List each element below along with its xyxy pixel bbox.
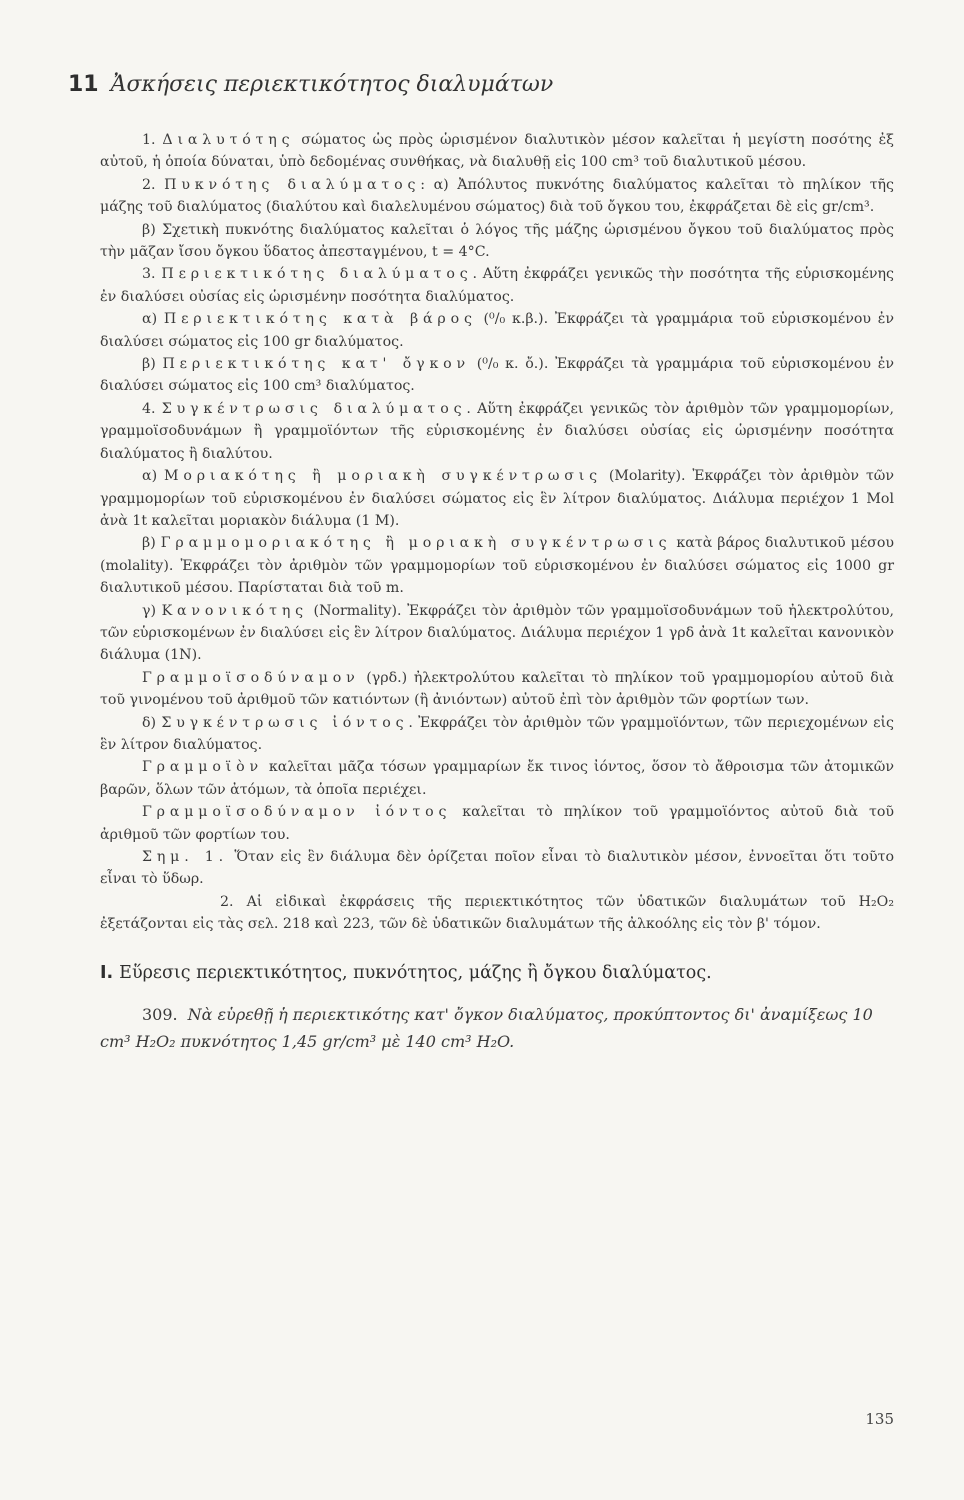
paragraph-text: : α) Ἀπόλυτος πυκνότης διαλύματος καλεῖται τὸ πηλίκον τῆς μάζης τοῦ διαλύματος (διαλύτου καὶ διαλελυμένου σώματος) διὰ τοῦ ὄγκου του, ἐκφράζεται δὲ εἰς gr/cm³. bbox=[100, 176, 894, 216]
definitions-body bbox=[100, 129, 894, 936]
paragraph-text: (Normality). Ἐκφράζει τὸν ἀριθμὸν τῶν γραμμοϊσοδυνάμων τοῦ ἠλεκτρολύτου, τῶν εὑρισκομένων ἐν διαλύσει εἰς ἓν λίτρον διαλύματος. Διάλυμα περιέχον 1 γρδ ἀνὰ 1t καλεῖται κανονικὸν διάλυμα (1N). bbox=[100, 602, 894, 664]
note-paragraph bbox=[100, 846, 894, 891]
exercise bbox=[100, 1001, 894, 1055]
exercise-text: Νὰ εὑρεθῇ ἡ περιεκτικότης κατ' ὄγκον διαλύματος, προκύπτοντος δι' ἀναμίξεως 10 cm³ H₂O₂ πυκνότητος 1,45 gr/cm³ μὲ 140 cm³ H₂O. bbox=[100, 1004, 873, 1051]
spaced-term: Πυκνότης διαλύματος bbox=[164, 176, 421, 193]
spaced-term: Μοριακότης ἢ μοριακὴ συγκέντρωσις bbox=[164, 468, 602, 485]
spaced-term: Γραμμοϊσοδύναμον bbox=[142, 669, 360, 686]
paragraph-text: Ὅταν εἰς ἓν διάλυμα δὲν ὁρίζεται ποῖον εἶναι τὸ διαλυτικὸν μέσον, ἐννοεῖται ὅτι τοῦτο εἶναι τὸ ὕδωρ. bbox=[100, 849, 895, 888]
paragraph-text: (Molarity). Ἐκφράζει τὸν ἀριθμὸν τῶν γραμμομορίων τοῦ εὑρισκομένου ἐν διαλύσει σώματος εἰς ἓν λίτρον διαλύματος. Διάλυμα περιέχον 1 Mol ἀνὰ 1t καλεῖται μοριακὸν διάλυμα (1 M). bbox=[100, 468, 894, 529]
spaced-term: Γραμμομοριακότης ἢ μοριακὴ συγκέντρωσις bbox=[160, 535, 672, 552]
paragraph-lead: α) bbox=[142, 311, 158, 328]
spaced-term: Συγκέντρωσις διαλύματος bbox=[161, 400, 467, 417]
paragraph-lead: β) bbox=[142, 356, 156, 373]
section-heading bbox=[100, 960, 894, 987]
paragraph bbox=[100, 756, 894, 801]
paragraph bbox=[100, 219, 894, 264]
spaced-term: Γραμμοϊὸν bbox=[142, 759, 263, 776]
paragraph bbox=[100, 308, 894, 353]
paragraph-lead: 2. bbox=[142, 176, 156, 193]
spaced-term: Γραμμοϊσοδύναμον ἰόντος bbox=[142, 804, 452, 821]
spaced-term: Διαλυτότης bbox=[162, 132, 295, 148]
spaced-term: Κανονικότης bbox=[161, 602, 308, 619]
paragraph-lead: 2. bbox=[220, 893, 234, 910]
spaced-term: Περιεκτικότης κατὰ βάρος bbox=[163, 311, 477, 328]
paragraph bbox=[100, 398, 894, 465]
paragraph-lead: γ) bbox=[142, 602, 157, 619]
paragraph-text: (⁰/₀ κ.β.). Ἐκφράζει τὰ γραμμάρια τοῦ εὑρισκομένου ἐν διαλύσει σώματος εἰς 100 gr διαλύματος. bbox=[100, 311, 894, 350]
paragraph-text: καλεῖται μᾶζα τόσων γραμμαρίων ἔκ τινος ἰόντος, ὅσον τὸ ἄθροισμα τῶν ἀτομικῶν βαρῶν, ὅλων τῶν ἀτόμων, τὰ ὁποῖα περιέχει. bbox=[100, 759, 894, 798]
section-title: Εὕρεσις περιεκτικότητος, πυκνότητος, μάζης ἢ ὄγκου διαλύματος. bbox=[119, 962, 712, 983]
chapter-number: 11 bbox=[68, 72, 99, 97]
paragraph-text: (γρδ.) ἠλεκτρολύτου καλεῖται τὸ πηλίκον τοῦ γραμμομορίου αὐτοῦ διὰ τοῦ γινομένου τοῦ ἀριθμοῦ τῶν κατιόντων (ἢ ἀνιόντων) αὐτοῦ ἐπὶ τὸν ἀριθμὸν τῶν φορτίων των. bbox=[100, 669, 894, 709]
paragraph bbox=[100, 801, 894, 846]
paragraph-text: . Ἐκφράζει τὸν ἀριθμὸν τῶν γραμμοϊόντων, τῶν περιεχομένων εἰς ἓν λίτρον διαλύματος. bbox=[100, 714, 894, 753]
paragraph bbox=[100, 532, 894, 599]
chapter-title: Ἀσκήσεις περιεκτικότητος διαλυμάτων bbox=[110, 72, 554, 97]
paragraph-text: σώματος ὡς πρὸς ὡρισμένον διαλυτικὸν μέσον καλεῖται ἡ μεγίστη ποσότης ἐξ αὐτοῦ, ἡ ὁποία δύναται, ὑπὸ δεδομένας συνθήκας, νὰ διαλυθῇ εἰς 100 cm³ τοῦ διαλυτικοῦ μέσου. bbox=[100, 132, 894, 171]
paragraph bbox=[100, 667, 894, 712]
chapter-header bbox=[68, 72, 894, 97]
paragraph-text: κατὰ βάρος διαλυτικοῦ μέσου (molality). Ἐκφράζει τὸν ἀριθμὸν τῶν γραμμομορίων τοῦ εὑρισκομένου ἐν διαλύσει σώματος εἰς 1000 gr διαλυτικοῦ μέσου. Παρίσταται διὰ τοῦ m. bbox=[100, 535, 895, 597]
paragraph-text: . Αὕτη ἐκφράζει γενικῶς τὸν ἀριθμὸν τῶν γραμμομορίων, γραμμοϊσοδυνάμων ἢ γραμμοϊόντων τῆς εὑρισκομένης ἐν διαλύσει οὐσίας εἰς ὡρισμένην ποσότητα διαλύματος ἢ διαλύτου. bbox=[100, 400, 895, 462]
spaced-term: Συγκέντρωσις ἰόντος bbox=[161, 714, 409, 731]
paragraph-lead: α) bbox=[142, 468, 158, 485]
paragraph bbox=[100, 600, 894, 667]
paragraph-text: (⁰/₀ κ. ὄ.). Ἐκφράζει τὰ γραμμάρια τοῦ εὑρισκομένου ἐν διαλύσει σώματος εἰς 100 cm³ διαλύματος. bbox=[100, 356, 895, 395]
note-paragraph bbox=[100, 891, 894, 936]
spaced-term: Σημ. 1. bbox=[142, 849, 228, 865]
paragraph bbox=[100, 712, 894, 757]
paragraph-text: καλεῖται τὸ πηλίκον τοῦ γραμμοϊόντος αὐτοῦ διὰ τοῦ ἀριθμοῦ τῶν φορτίων του. bbox=[100, 804, 895, 843]
exercise-number: 309. bbox=[142, 1004, 178, 1024]
paragraph-text: Αἱ εἰδικαὶ ἐκφράσεις τῆς περιεκτικότητος τῶν ὑδατικῶν διαλυμάτων τοῦ H₂O₂ ἐξετάζονται εἰς τὰς σελ. 218 καὶ 223, τῶν δὲ ὑδατικῶν διαλυμάτων τῆς ἀλκοόλης εἰς τὸν β' τόμον. bbox=[100, 893, 895, 933]
paragraph bbox=[100, 263, 894, 308]
paragraph bbox=[100, 174, 894, 219]
paragraph bbox=[100, 465, 894, 532]
paragraph-lead: 4. bbox=[142, 400, 156, 417]
paragraph-text: . Αὕτη ἐκφράζει γενικῶς τὴν ποσότητα τῆς εὑρισκομένης ἐν διαλύσει οὐσίας εἰς ὡρισμένην ποσότητα διαλύματος. bbox=[100, 266, 895, 305]
paragraph-text: β) Σχετικὴ πυκνότης διαλύματος καλεῖται ὁ λόγος τῆς μάζης ὡρισμένου ὄγκου τοῦ διαλύματος πρὸς τὴν μᾶζαν ἴσου ὄγκου ὕδατος ἀπεσταγμένου, t = 4°C. bbox=[100, 221, 894, 261]
spaced-term: Περιεκτικότης κατ' ὄγκον bbox=[162, 356, 471, 373]
spaced-term: Περιεκτικότης διαλύματος bbox=[161, 266, 473, 283]
paragraph-lead: β) bbox=[142, 535, 156, 552]
paragraph-lead: δ) bbox=[142, 714, 157, 731]
paragraph-lead: 1. bbox=[142, 132, 156, 148]
paragraph bbox=[100, 129, 894, 174]
paragraph bbox=[100, 353, 894, 398]
paragraph-lead: 3. bbox=[142, 266, 156, 283]
page-number: 135 bbox=[865, 1410, 894, 1428]
section-label: I. bbox=[100, 962, 114, 983]
